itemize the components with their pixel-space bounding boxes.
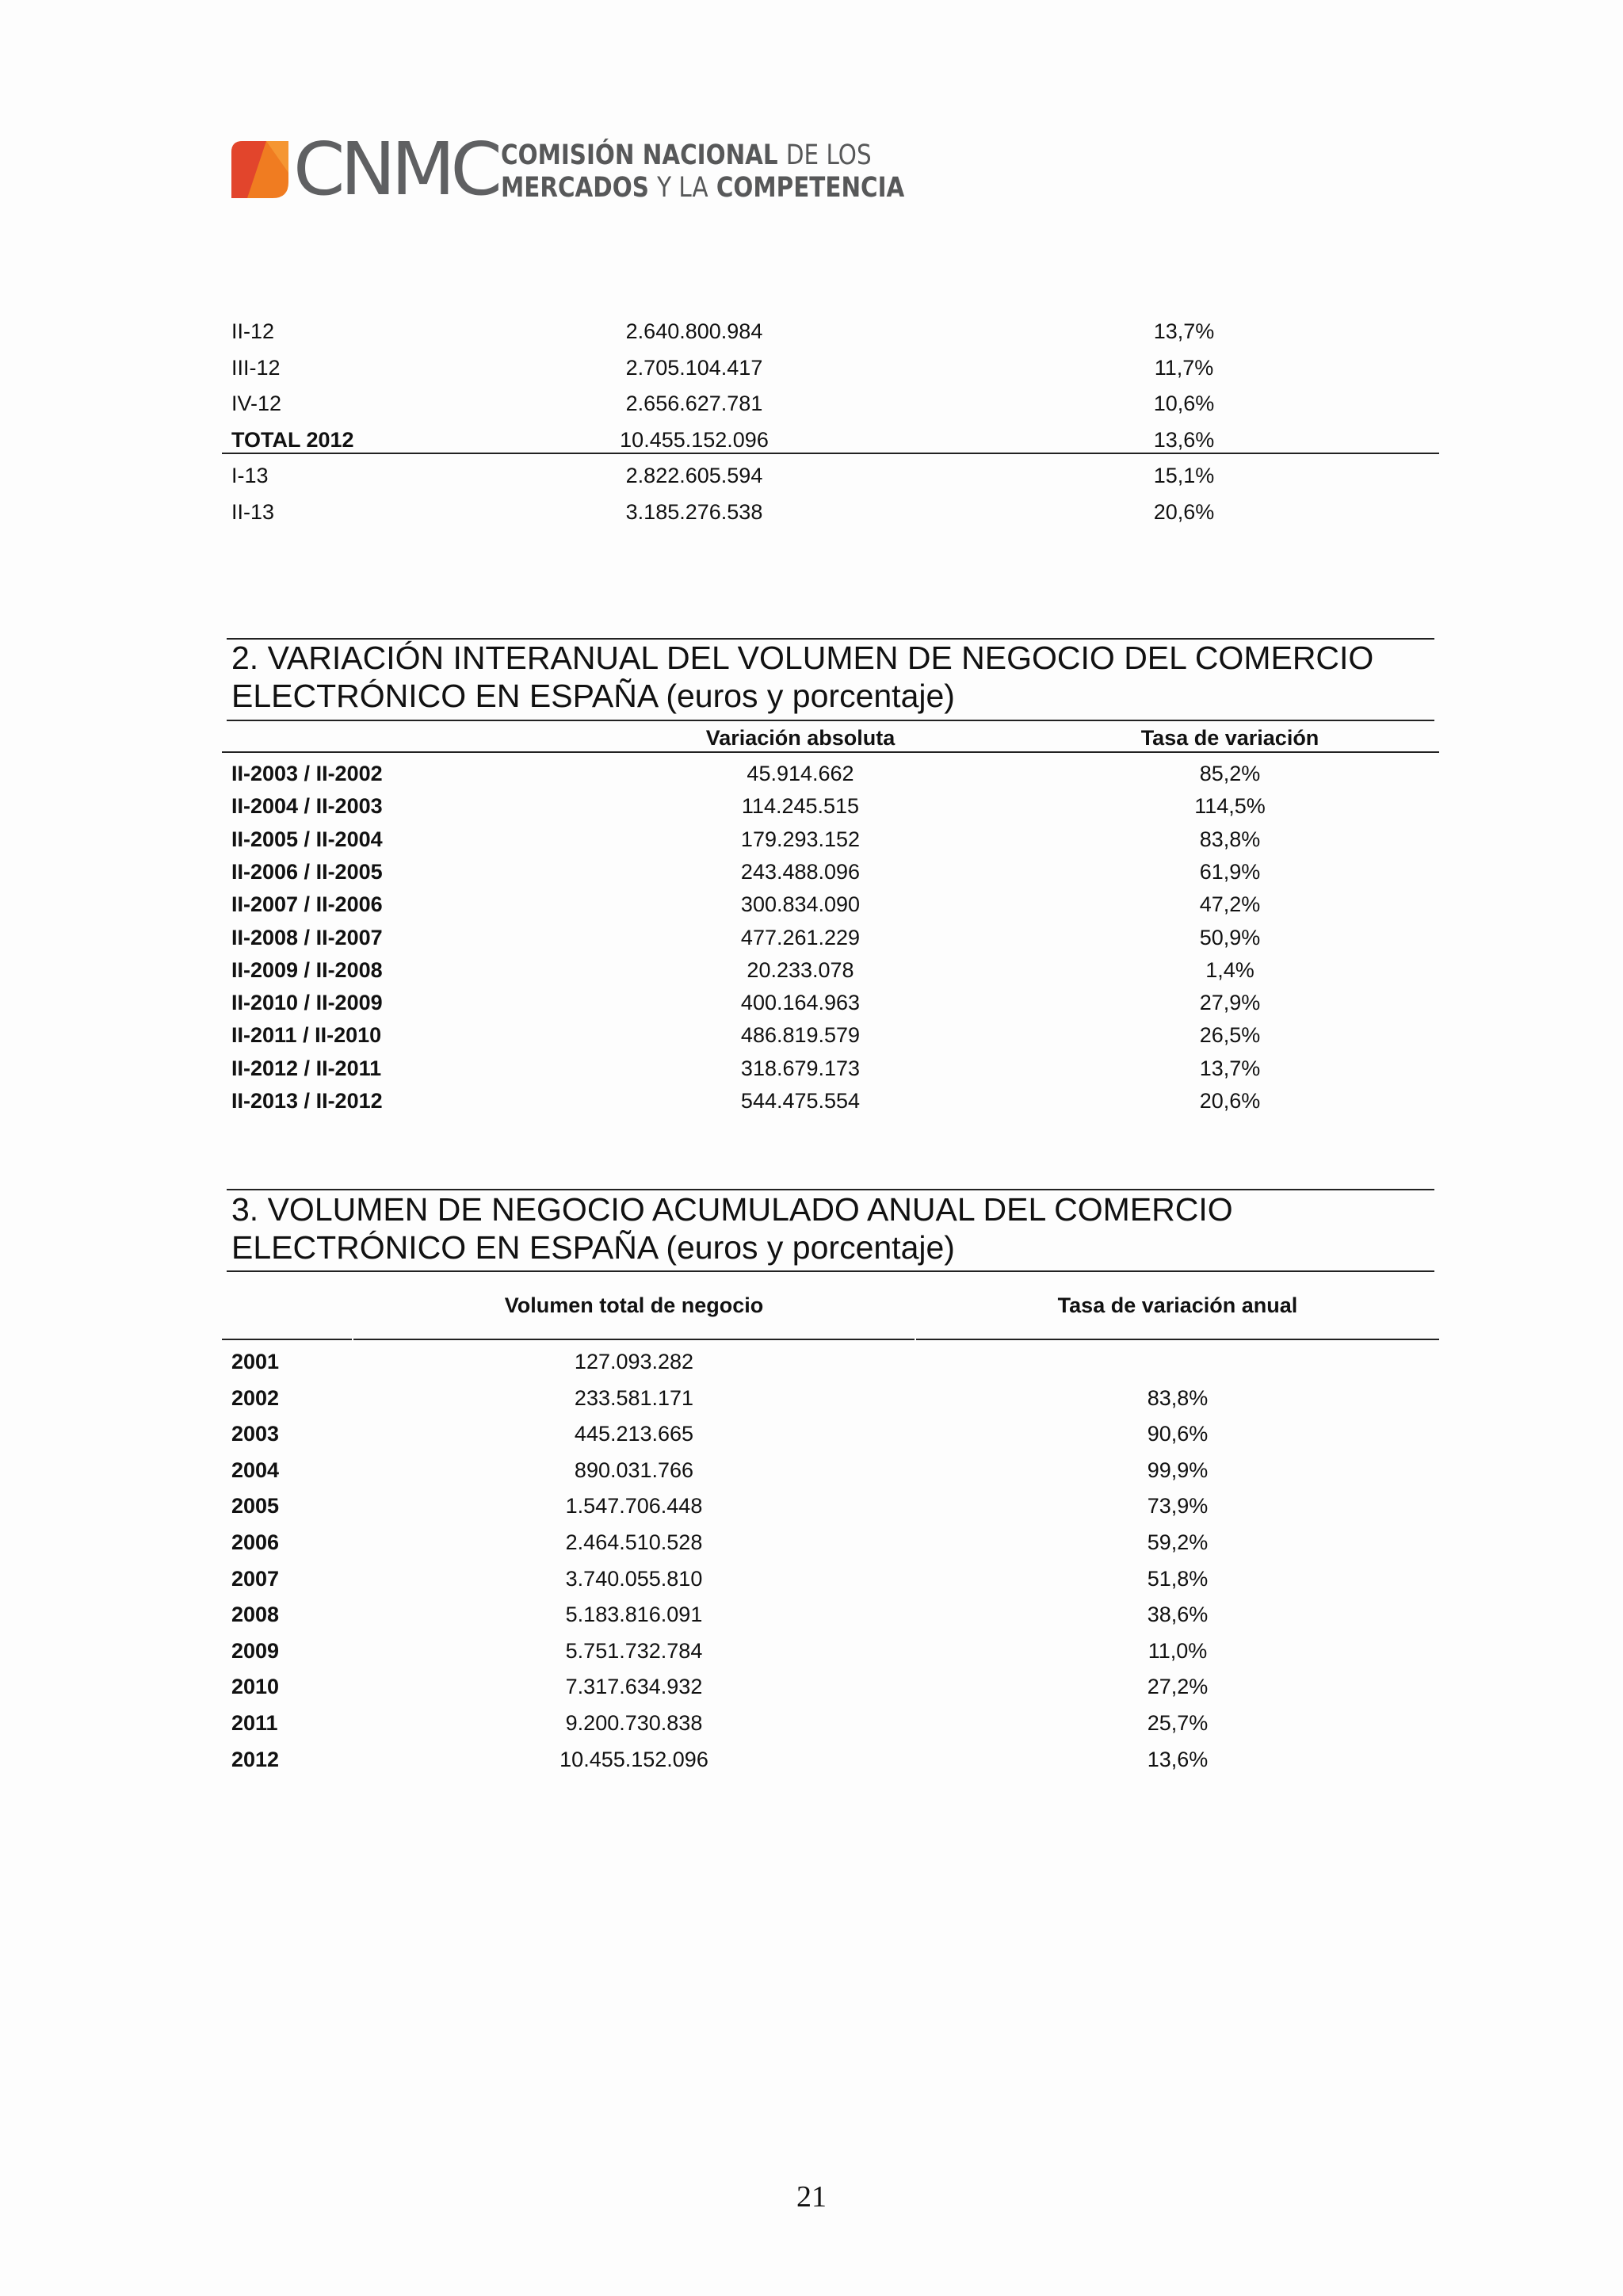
row-value: 114.245.515 — [741, 794, 860, 819]
row-rate: 114,5% — [1194, 794, 1266, 819]
section2-col-absolute-header: Variación absoluta — [705, 726, 896, 750]
row-value: 127.093.282 — [574, 1350, 694, 1373]
row-label: II-2008 / II-2007 — [231, 925, 383, 949]
table-row — [222, 953, 1439, 988]
row-value: 2.656.627.781 — [625, 392, 763, 415]
row-value: 400.164.963 — [740, 991, 861, 1015]
row-value: 2.640.800.984 — [625, 319, 763, 343]
row-rate: 10,6% — [1153, 392, 1215, 415]
row-label: II-2006 / II-2005 — [231, 859, 383, 884]
row-rate: 27,2% — [1147, 1675, 1209, 1699]
table-row — [222, 1669, 1439, 1704]
section3-header-rule-mid — [353, 1339, 915, 1340]
row-value: 10.455.152.096 — [620, 427, 769, 452]
section2-col-rate-header: Tasa de variación — [1140, 726, 1319, 750]
row-value: 233.581.171 — [574, 1385, 694, 1410]
row-value: 544.475.554 — [740, 1089, 861, 1113]
row-rate: 73,9% — [1147, 1494, 1209, 1519]
table-row — [222, 920, 1439, 955]
row-label: 2012 — [231, 1747, 280, 1771]
row-value: 179.293.152 — [740, 827, 861, 851]
row-label: 2002 — [231, 1385, 280, 1410]
row-label: II-13 — [231, 499, 275, 524]
table-row — [222, 386, 1439, 421]
row-value: 890.031.766 — [574, 1457, 694, 1482]
row-rate: 13,6% — [1153, 427, 1215, 452]
row-label: II-2004 / II-2003 — [231, 794, 383, 819]
row-value: 2.705.104.417 — [625, 355, 763, 380]
section3-col-rate-header: Tasa de variación anual — [1057, 1293, 1298, 1317]
row-label: 2011 — [231, 1711, 278, 1735]
row-label: II-2011 / II-2010 — [231, 1023, 382, 1048]
section3-title-rule — [227, 1270, 1434, 1272]
row-rate: 90,6% — [1147, 1422, 1209, 1446]
section3-title: 3. VOLUMEN DE NEGOCIO ACUMULADO ANUAL DEL COMERCIO ELECTRÓNICO EN ESPAÑA (euros y porcentaje) — [231, 1191, 1233, 1266]
row-rate: 83,8% — [1147, 1385, 1209, 1410]
row-label: 2007 — [231, 1566, 280, 1591]
row-value: 5.183.816.091 — [565, 1603, 703, 1627]
section2-title-rule — [227, 720, 1434, 721]
row-value: 2.822.605.594 — [625, 464, 763, 487]
row-value: 7.317.634.932 — [565, 1675, 703, 1699]
row-label: II-12 — [231, 319, 275, 343]
table-row — [222, 1018, 1439, 1052]
row-value: 5.751.732.784 — [565, 1638, 703, 1663]
row-label: IV-12 — [231, 392, 282, 415]
table-row — [222, 458, 1439, 493]
row-value: 486.819.579 — [740, 1023, 861, 1048]
row-rate: 11,0% — [1148, 1638, 1208, 1663]
row-rate: 13,7% — [1153, 319, 1215, 343]
table-row — [222, 1488, 1439, 1523]
row-label: II-2010 / II-2009 — [231, 991, 383, 1015]
row-value: 300.834.090 — [740, 892, 861, 917]
row-rate: 20,6% — [1153, 499, 1215, 524]
row-rate: 51,8% — [1147, 1566, 1209, 1591]
row-rate: 38,6% — [1147, 1603, 1209, 1627]
row-value: 9.200.730.838 — [565, 1711, 703, 1735]
row-label: II-2012 / II-2011 — [231, 1056, 382, 1080]
row-label: 2004 — [231, 1457, 280, 1482]
row-label: 2005 — [231, 1494, 280, 1519]
table-row — [222, 854, 1439, 889]
table-row — [222, 822, 1439, 857]
row-rate: 1,4% — [1205, 957, 1254, 982]
table-row — [222, 422, 1439, 457]
table-row — [222, 495, 1439, 529]
row-label: 2006 — [231, 1530, 280, 1554]
table-row — [222, 1525, 1439, 1560]
row-rate: 61,9% — [1199, 859, 1261, 884]
row-label: 2003 — [231, 1422, 280, 1446]
row-label: II-2005 / II-2004 — [231, 827, 383, 851]
page-number: 21 — [796, 2180, 827, 2214]
row-rate: 20,6% — [1199, 1089, 1261, 1113]
row-label: II-2003 / II-2002 — [231, 762, 383, 785]
cnmc-logo — [231, 127, 905, 214]
row-label: TOTAL 2012 — [231, 427, 354, 452]
row-label: I-13 — [231, 464, 269, 487]
table-row — [222, 1051, 1439, 1086]
row-value: 3.185.276.538 — [625, 499, 763, 524]
row-label: 2009 — [231, 1638, 280, 1663]
table-row — [222, 1633, 1439, 1668]
section2-header-rule — [222, 751, 1439, 753]
row-value: 20.233.078 — [747, 957, 854, 982]
table-row — [222, 314, 1439, 349]
row-rate: 15,1% — [1153, 464, 1215, 487]
row-rate: 26,5% — [1199, 1023, 1261, 1048]
table-row — [222, 887, 1439, 922]
logo-fullname: COMISIÓN NACIONAL DE LOS MERCADOS Y LA COMPETENCIA — [501, 139, 905, 204]
table-row — [222, 1381, 1439, 1415]
row-rate: 59,2% — [1147, 1530, 1209, 1554]
row-rate: 83,8% — [1199, 827, 1261, 851]
row-value: 2.464.510.528 — [565, 1530, 703, 1554]
table-row — [222, 1453, 1439, 1488]
table-row — [222, 985, 1439, 1020]
row-label: 2001 — [231, 1350, 280, 1373]
row-value: 10.455.152.096 — [559, 1747, 708, 1771]
row-rate: 27,9% — [1199, 991, 1261, 1015]
table-row — [222, 1344, 1439, 1379]
table-row — [222, 1083, 1439, 1118]
row-value: 243.488.096 — [740, 859, 861, 884]
logo-acronym: CNMC — [293, 127, 498, 212]
row-label: III-12 — [231, 355, 281, 380]
row-label: II-2013 / II-2012 — [231, 1089, 383, 1113]
row-label: 2008 — [231, 1603, 280, 1627]
table-row — [222, 1706, 1439, 1740]
section3-col-total-header: Volumen total de negocio — [504, 1293, 764, 1317]
row-label: 2010 — [231, 1675, 280, 1699]
row-rate: 13,6% — [1147, 1747, 1209, 1771]
row-rate: 11,7% — [1154, 355, 1214, 380]
table-row — [222, 350, 1439, 385]
row-rate: 25,7% — [1147, 1711, 1209, 1735]
row-label: II-2009 / II-2008 — [231, 957, 383, 982]
section3-header-rule-right — [916, 1339, 1439, 1340]
cnmc-logo-mark-icon — [231, 141, 288, 198]
section3-header-rule-left — [222, 1339, 352, 1340]
row-label: II-2007 / II-2006 — [231, 892, 383, 917]
row-value: 45.914.662 — [747, 762, 854, 785]
row-value: 318.679.173 — [740, 1056, 861, 1080]
row-value: 477.261.229 — [740, 925, 861, 949]
table-row — [222, 1416, 1439, 1451]
table-row — [222, 756, 1439, 791]
table-row — [222, 1597, 1439, 1632]
row-rate: 85,2% — [1199, 762, 1261, 785]
table-row — [222, 1742, 1439, 1777]
row-rate: 50,9% — [1199, 925, 1261, 949]
section2-title: 2. VARIACIÓN INTERANUAL DEL VOLUMEN DE NEGOCIO DEL COMERCIO ELECTRÓNICO EN ESPAÑA (euros y porcentaje) — [231, 640, 1374, 714]
table-row — [222, 789, 1439, 823]
row-value: 445.213.665 — [574, 1422, 694, 1446]
table1-total-divider — [222, 453, 1439, 454]
row-value: 1.547.706.448 — [565, 1494, 703, 1519]
row-rate: 99,9% — [1147, 1457, 1209, 1482]
table-row — [222, 1561, 1439, 1596]
row-value: 3.740.055.810 — [565, 1566, 703, 1591]
row-rate: 13,7% — [1199, 1056, 1261, 1080]
row-rate: 47,2% — [1199, 892, 1261, 917]
